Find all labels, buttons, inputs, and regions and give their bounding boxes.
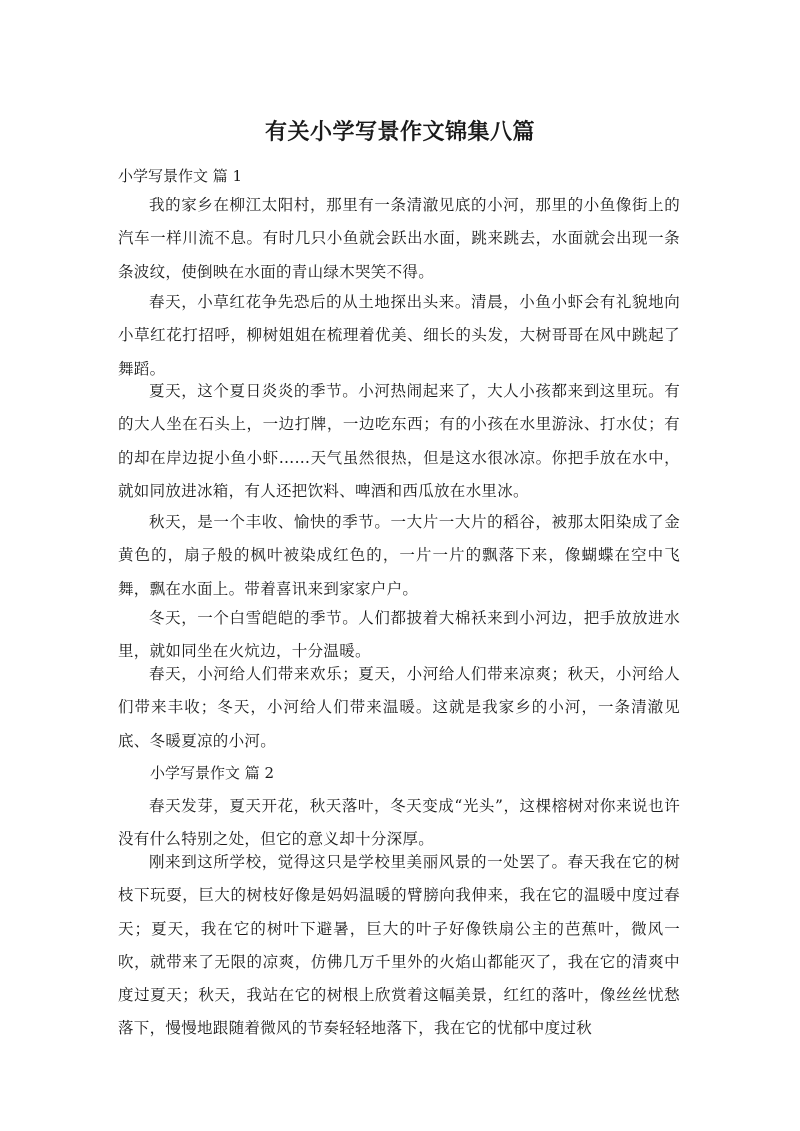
- paragraph-6: 春天，小河给人们带来欢乐；夏天，小河给人们带来凉爽；秋天，小河给人们带来丰收；冬天，小河给人们带来温暖。这就是我家乡的小河，一条清澈见底、冬暖夏凉的小河。: [118, 665, 680, 750]
- paragraph-3: 夏天，这个夏日炎炎的季节。小河热闹起来了，大人小孩都来到这里玩。有的大人坐在石头上，一边打牌，一边吃东西；有的小孩在水里游泳、打水仗；有的却在岸边捉小鱼小虾……天气虽然很热，但是这水很冰凉。你把手放在水中，就如同放进冰箱，有人还把饮料、啤酒和西瓜放在水里冰。: [118, 382, 680, 500]
- paragraph-5: 冬天，一个白雪皑皑的季节。人们都披着大棉袄来到小河边，把手放放进水里，就如同坐在火炕边，十分温暖。: [118, 609, 680, 661]
- paragraph-1: 我的家乡在柳江太阳村，那里有一条清澈见底的小河，那里的小鱼像街上的汽车一样川流不息。有时几只小鱼就会跃出水面，跳来跳去，水面就会出现一条条波纹，使倒映在水面的青山绿木哭笑不得。: [118, 196, 680, 281]
- paragraph-7: 春天发芽，夏天开花，秋天落叶，冬天变成“光头”，这棵榕树对你来说也许没有什么特别之处，但它的意义却十分深厚。: [118, 797, 680, 849]
- section-heading-2: 小学写景作文 篇 2: [150, 764, 275, 782]
- paragraph-8: 刚来到这所学校，觉得这只是学校里美丽风景的一处罢了。春天我在它的树枝下玩耍，巨大的树枝好像是妈妈温暖的臂膀向我伸来，我在它的温暖中度过春天；夏天，我在它的树叶下避暑，巨大的叶子好像铁扇公主的芭蕉叶，微风一吹，就带来了无限的凉爽，仿佛几万千里外的火焰山都能灭了，我在它的清爽中度过夏天；秋天，我站在它的树根上欣赏着这幅美景，红红的落叶，像丝丝忧愁落下，慢慢地跟随着微风的节奏轻轻地落下，我在它的忧郁中度过秋: [118, 853, 680, 1038]
- paragraph-4: 秋天，是一个丰收、愉快的季节。一大片一大片的稻谷，被那太阳染成了金黄色的，扇子般的枫叶被染成红色的，一片一片的飘落下来，像蝴蝶在空中飞舞，飘在水面上。带着喜讯来到家家户户。: [118, 513, 680, 598]
- section-heading-1: 小学写景作文 篇 1: [118, 167, 243, 185]
- document-title: 有关小学写景作文锦集八篇: [264, 120, 535, 145]
- paragraph-2: 春天，小草红花争先恐后的从土地探出头来。清晨，小鱼小虾会有礼貌地向小草红花打招呼，柳树姐姐在梳理着优美、细长的头发，大树哥哥在风中跳起了舞蹈。: [118, 293, 680, 378]
